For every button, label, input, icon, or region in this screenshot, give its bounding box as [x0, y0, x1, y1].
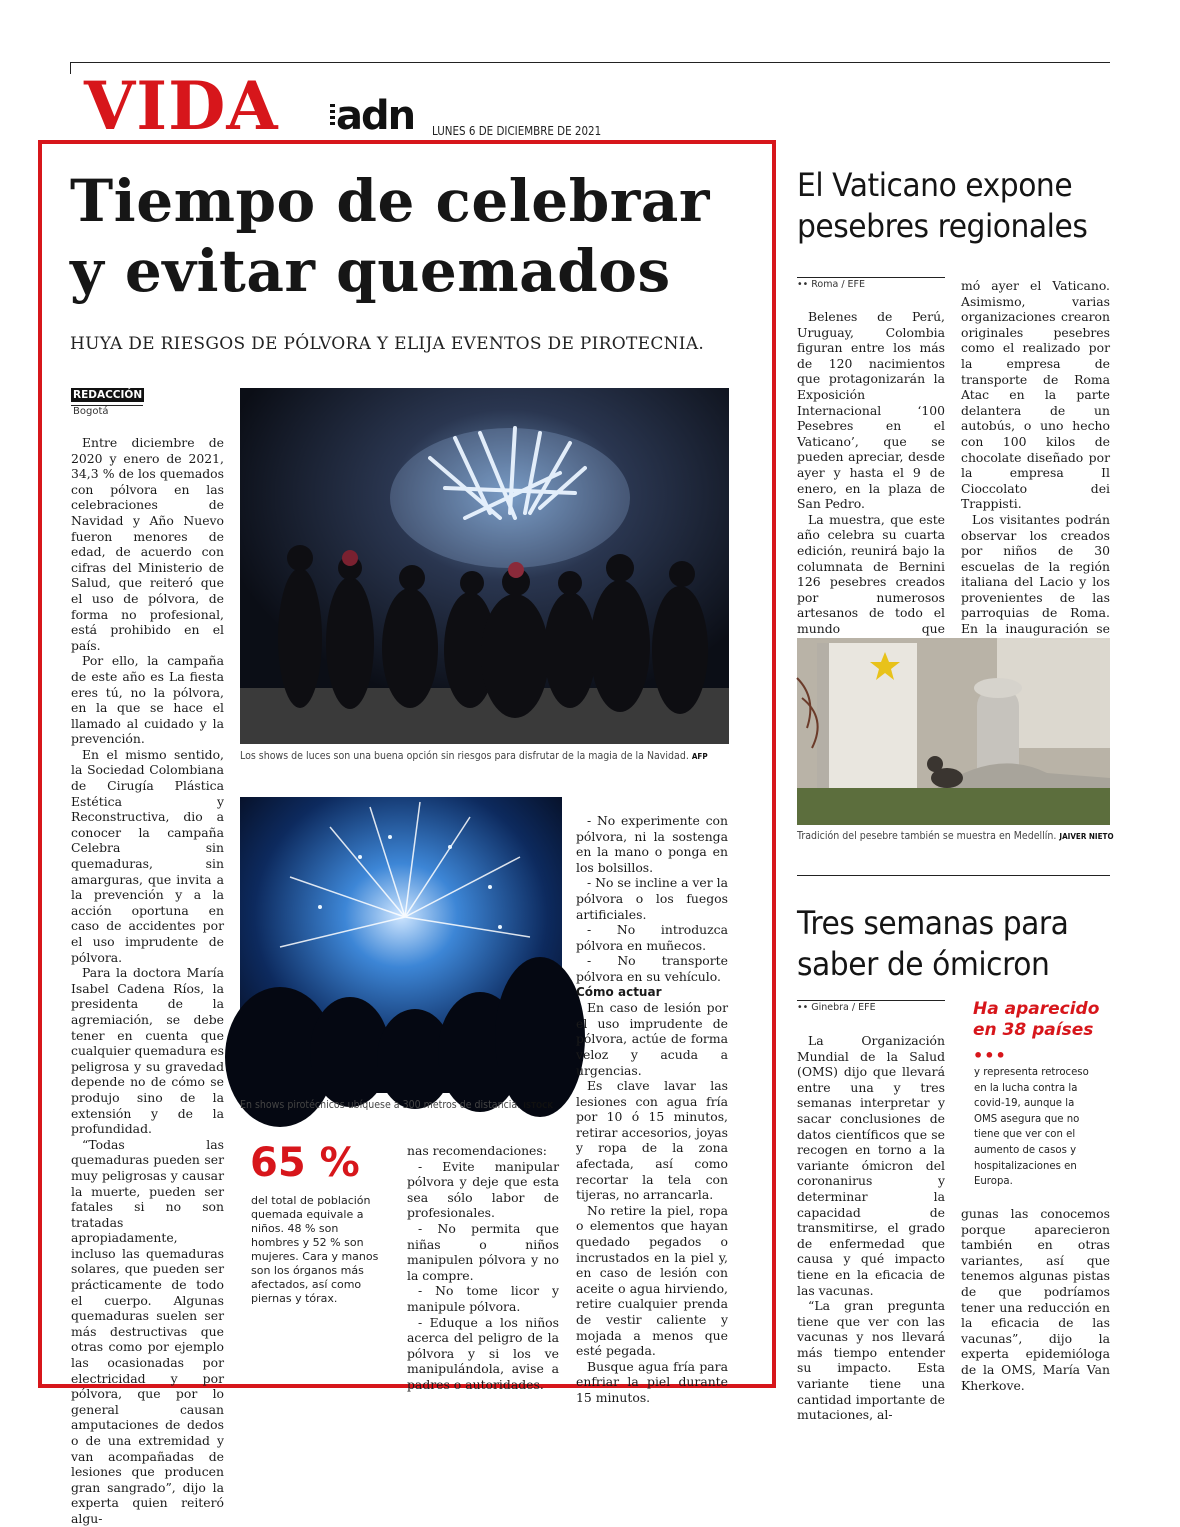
paragraph: La Organización Mundial de la Salud (OMS) dijo que llevará entre una y tres semanas interpretar y sacar conclusiones de datos científicos que se recogen en torno a la variante ómicron del coronanirus y determinar la capacidad de transmitirse, el grado de enfermedad que causa y qué impacto tiene en la eficacia de las vacunas. — [797, 1033, 945, 1298]
main-column-2 — [407, 1143, 559, 1393]
vatican-dateline: •• Roma / EFE — [797, 279, 866, 290]
list-item: - No transporte pólvora en su vehículo. — [576, 953, 728, 984]
light-show-credit: AFP — [691, 752, 708, 761]
paragraph: mó ayer el Vaticano. Asimismo, varias organizaciones crearon originales pesebres como el realizado por la empresa de transporte de Roma Atac en la parte delantera de un autobús, o uno hecho con 100 kilos de chocolate diseñado por la empresa Il Cioccolato dei Trappisti. — [961, 278, 1110, 512]
brand-logo: adn — [336, 93, 415, 139]
headline-line-1: Tres semanas para — [797, 904, 1069, 942]
main-headline — [70, 166, 770, 306]
paragraph: gunas las conocemos porque aparecieron también en otras variantes, así que tenemos algunas pistas de que podríamos tener una reducción en la eficacia de las vacunas”, dijo la experta epidemióloga de la OMS, María Van Kherkove. — [961, 1206, 1110, 1393]
paragraph: Belenes de Perú, Uruguay, Colombia figuran entre los más de 120 nacimientos que protagonizarán la Exposición Internacional ‘100 Pesebres en el Vaticano’, que se pueden apreciar, desde ayer y hasta el 9 de enero, en la plaza de San Pedro. — [797, 309, 945, 512]
nativity-caption: Tradición del pesebre también se muestra en Medellín. JAIVER NIETO — [797, 830, 1114, 842]
paragraph: La muestra, que este año celebra su cuarta edición, reunirá bajo la columnata de Bernini 126 pesebres creados por numerosos artesanos de todo el mundo que — [797, 511, 945, 636]
paragraph: Entre diciembre de 2020 y enero de 2021, 34,3 % de los quemados con pólvora en las celebraciones de Navidad y Año Nuevo fueron menores de edad, de acuerdo con cifras del Ministerio de Salud, que reiteró que el uso de pólvora, de forma no profesional, está prohibido en el país. — [71, 435, 224, 653]
list-item: - No permita que niñas o niños manipulen pólvora y no la compre. — [407, 1220, 559, 1283]
headline-line-1: El Vaticano expone — [797, 166, 1073, 204]
sidebar-text: y representa retroceso en la lucha contra la covid-19, aunque la OMS asegura que no tiene que ver con el aumento de casos y hospitalizaciones en Europa. — [974, 1065, 1089, 1188]
omicron-column-2 — [961, 1206, 1110, 1393]
omicron-dateline: •• Ginebra / EFE — [797, 1002, 876, 1013]
list-item: - No introduzca pólvora en muñecos. — [576, 922, 728, 953]
paragraph: En el mismo sentido, la Sociedad Colombiana de Cirugía Plástica Estética y Reconstructiva, dio a conocer la campaña Celebra sin quemaduras, sin amarguras, que invita a la prevención y a la acción oportuna en caso de accidentes por el uso imprudente de pólvora. — [71, 746, 224, 965]
section-divider — [797, 875, 1110, 876]
top-rule — [70, 62, 1110, 63]
main-subhead: HUYA DE RIESGOS DE PÓLVORA Y ELIJA EVENTOS DE PIROTECNIA. — [70, 334, 705, 354]
headline-line-2: y evitar quemados — [70, 237, 671, 305]
vatican-headline — [797, 165, 1087, 247]
paragraph: No retire la piel, ropa o elementos que hayan quedado pegados o incrustados en la piel y, en caso de lesión con aceite o agua hirviendo, retire cualquier prenda de vestir caliente y mojada a menos que esté pegada. — [576, 1202, 728, 1359]
paragraph: Es clave lavar las lesiones con agua fría por 10 ó 15 minutos, retirar accesorios, joyas y ropa de la zona afectada, así como recortar la tela con tijeras, no arrancarla. — [576, 1078, 728, 1203]
fireworks-credit: ISTOCK — [523, 1101, 553, 1110]
nativity-credit: JAIVER NIETO — [1059, 832, 1114, 841]
top-rule-tick — [70, 62, 71, 74]
sidebar-heading: Ha aparecido en 38 países — [973, 999, 1100, 1040]
vatican-column-2 — [961, 278, 1110, 683]
list-item: - No se incline a ver la pólvora o los fuegos artificiales. — [576, 875, 728, 922]
byline-place: Bogotá — [73, 406, 109, 417]
headline-line-2: pesebres regionales — [797, 207, 1088, 245]
paragraph: Los visitantes podrán observar los creados por niños de 30 escuelas de la región italiana del Lacio y los provenientes de las parroquias de Roma. En la inauguración se — [961, 511, 1110, 637]
subtitle-como-actuar: Cómo actuar — [576, 984, 662, 999]
sidebar-dots: ••• — [973, 1046, 1007, 1065]
dateline-rule — [797, 277, 945, 278]
brand-mark — [330, 104, 335, 128]
paragraph: “Todas las quemaduras pueden ser muy peligrosas y causar la muerte, pueden ser fatales si no son tratadas apropiadamente, incluso las quemaduras solares, que pueden ser prácticamente de todo el cuerpo. Algunas quemaduras suelen ser más destructivas que otras como por ejemplo las ocasionadas por electricidad y por pólvora, que por lo general causan amputaciones de dedos o de una extremidad y van acompañadas de lesiones que producen gran sangrado”, dijo la experta quien reiteró algu- — [71, 1136, 224, 1526]
headline-line-1: Tiempo de celebrar — [70, 167, 710, 235]
fireworks-illustration — [240, 797, 562, 1093]
nativity-illustration — [797, 638, 1110, 825]
vatican-column-1 — [797, 309, 945, 668]
paragraph: En caso de lesión por el uso imprudente de pólvora, actúe de forma veloz y acuda a urgencias. — [576, 1000, 728, 1078]
main-column-1 — [71, 435, 224, 1527]
paragraph: Busque agua fría para enfriar la piel durante 15 minutos. — [576, 1358, 728, 1405]
main-column-3 — [576, 813, 728, 1406]
light-show-caption: Los shows de luces son una buena opción sin riesgos para disfrutar de la magia de la Navidad. AFP — [240, 750, 708, 762]
omicron-headline — [797, 903, 1068, 985]
issue-date: LUNES 6 DE DICIEMBRE DE 2021 — [432, 124, 602, 138]
paragraph: nas recomendaciones: — [407, 1143, 547, 1158]
fireworks-photo — [240, 797, 562, 1093]
light-show-photo — [240, 388, 729, 744]
paragraph: “La gran pregunta tiene que ver con las vacunas y nos llevará más tiempo entender su impacto. Esta variante tiene una cantidad importante de mutaciones, al- — [797, 1298, 945, 1423]
list-item: - Eduque a los niños acerca del peligro de la pólvora y si los ve manipulándola, avise a padres o autoridades. — [407, 1314, 559, 1392]
paragraph: Por ello, la campaña de este año es La fiesta eres tú, no la pólvora, en la que se hace el llamado al cuidado y la prevención. — [71, 653, 224, 747]
section-name: VIDA — [84, 67, 279, 145]
stat-text: del total de población quemada equivale a niños. 48 % son hombres y 52 % son mujeres. Cara y manos son los órganos más afectados, así como piernas y tórax. — [251, 1194, 379, 1305]
stat-value: 65 % — [250, 1140, 360, 1186]
omicron-column-1 — [797, 1033, 945, 1423]
byline-author: REDACCIÓN — [73, 389, 143, 401]
nativity-photo — [797, 638, 1110, 825]
list-item: - Evite manipular pólvora y deje que esta sea sólo labor de profesionales. — [407, 1158, 559, 1221]
list-item: - No experimente con pólvora, ni la sostenga en la mano o ponga en los bolsillos. — [576, 813, 728, 875]
dateline-rule — [797, 1000, 945, 1001]
headline-line-2: saber de ómicron — [797, 945, 1050, 983]
fireworks-caption: En shows pirotécnicos ubíquese a 300 metros de distancia. ISTOCK — [240, 1099, 553, 1111]
list-item: - No tome licor y manipule pólvora. — [407, 1283, 559, 1314]
paragraph: Para la doctora María Isabel Cadena Ríos, la presidenta de la agremiación, se debe tener en cuenta que cualquier quemadura es peligrosa y su gravedad depende no de cómo se produjo sino de la extensión y de la profundidad. — [71, 965, 224, 1137]
light-show-illustration — [240, 388, 729, 744]
